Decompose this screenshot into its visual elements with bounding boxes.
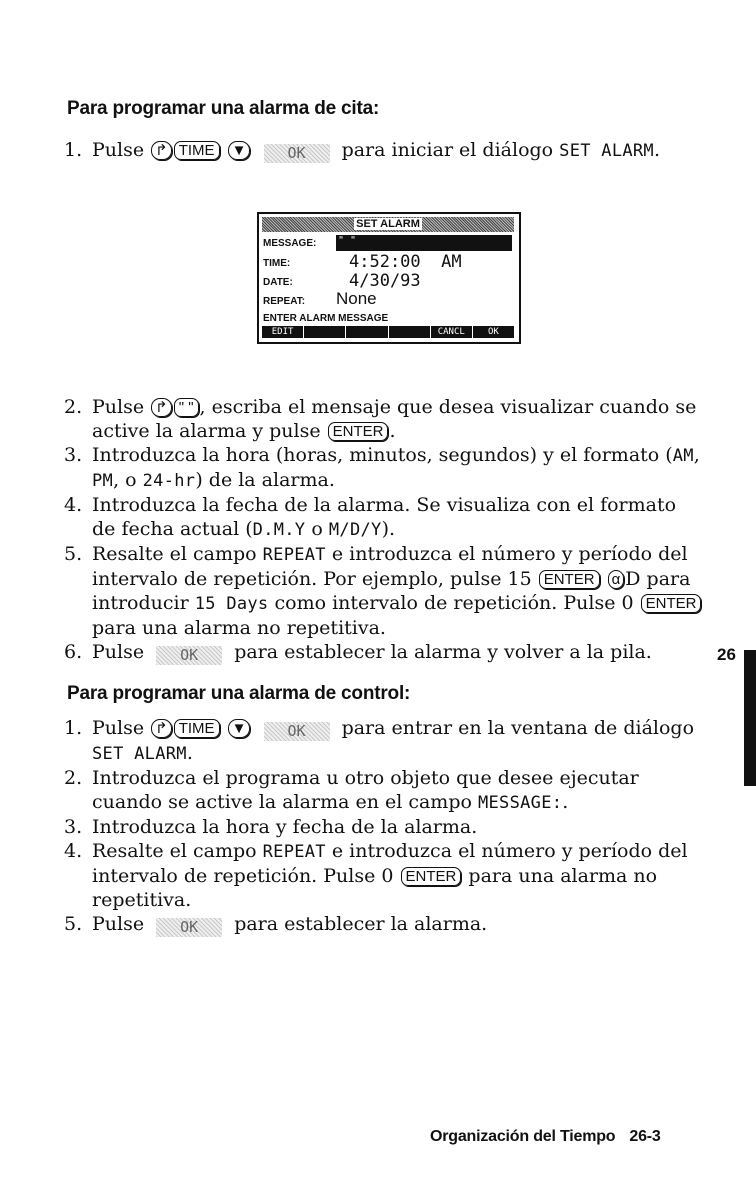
menu-blank-3 bbox=[389, 326, 430, 338]
ok-softkey: OK bbox=[264, 722, 330, 741]
page-footer bbox=[430, 1128, 661, 1146]
ok-softkey: OK bbox=[264, 144, 330, 163]
steps-list-control bbox=[64, 716, 704, 937]
enter-key: ENTER bbox=[539, 570, 600, 589]
message-label: MESSAGE: bbox=[263, 238, 317, 249]
screen-title: SET ALARM bbox=[262, 217, 514, 232]
menu-blank-1 bbox=[304, 326, 345, 338]
alpha-key: α bbox=[608, 570, 625, 589]
time-key: TIME bbox=[174, 141, 220, 160]
chapter-tab-label: 26 bbox=[717, 645, 736, 664]
list-item: 5. Resalte el campo REPEAT e introduzca el número y período del intervalo de repetición. Por ejemplo, pulse 15 ENTER α D para introducir 15 Days como intervalo de repetición. Pulse 0 ENTER para una alarma no repetitiva. bbox=[64, 542, 704, 640]
steps-list-cita bbox=[64, 138, 704, 163]
time-key: TIME bbox=[174, 719, 220, 738]
down-arrow-key: ▼ bbox=[228, 719, 251, 738]
steps-list-cita-continued bbox=[64, 395, 704, 665]
menu-cancel: CANCL bbox=[431, 326, 472, 338]
down-arrow-key: ▼ bbox=[228, 141, 251, 160]
time-label: TIME: bbox=[263, 258, 291, 269]
screen-prompt: ENTER ALARM MESSAGE bbox=[263, 313, 389, 324]
shift-right-key: ↱ bbox=[151, 719, 172, 738]
list-item: 5. Pulse OK para establecer la alarma. bbox=[64, 913, 488, 936]
list-item: 1. Pulse ↱ TIME ▼ OK para iniciar el diálogo SET ALARM. bbox=[64, 139, 661, 162]
list-item: 4. Introduzca la fecha de la alarma. Se visualiza con el formato de fecha actual (D.M.Y o M/D/Y). bbox=[64, 494, 677, 540]
ok-softkey: OK bbox=[156, 646, 222, 665]
page-number: 26-3 bbox=[629, 1128, 661, 1145]
menu-edit: EDIT bbox=[262, 326, 303, 338]
list-item: 6. Pulse OK para establecer la alarma y volver a la pila. bbox=[64, 641, 652, 664]
list-item: 4. Resalte el campo REPEAT e introduzca el número y período del intervalo de repetición. Pulse 0 ENTER para una alarma no repetitiva. bbox=[64, 840, 688, 911]
list-item: 1. Pulse ↱ TIME ▼ OK para entrar en la ventana de diálogo SET ALARM. bbox=[64, 717, 695, 764]
list-item: 3. Introduzca la hora y fecha de la alarma. bbox=[64, 816, 478, 838]
footer-title: Organización del Tiempo bbox=[430, 1128, 616, 1145]
enter-key: ENTER bbox=[641, 594, 702, 613]
calculator-screen bbox=[257, 212, 521, 344]
quote-key: " " bbox=[174, 398, 199, 417]
message-field: " " bbox=[336, 235, 512, 251]
date-label: DATE: bbox=[263, 277, 293, 288]
menu-ok: OK bbox=[473, 326, 514, 338]
section-heading-cita: Para programar una alarma de cita: bbox=[67, 98, 380, 119]
date-value: 4/30/93 bbox=[349, 271, 421, 291]
repeat-value: None bbox=[336, 289, 377, 308]
ok-softkey: OK bbox=[156, 918, 222, 937]
repeat-label: REPEAT: bbox=[263, 296, 306, 307]
list-item: 2. Pulse ↱ " " , escriba el mensaje que desea visualizar cuando se active la alarma y pulse ENTER . bbox=[64, 396, 697, 442]
enter-key: ENTER bbox=[328, 422, 389, 441]
menu-blank-2 bbox=[346, 326, 387, 338]
chapter-tab-bar bbox=[744, 650, 756, 786]
section-heading-control: Para programar una alarma de control: bbox=[67, 683, 411, 704]
list-item: 3. Introduzca la hora (horas, minutos, segundos) y el formato (AM, PM, o 24-hr) de la alarma. bbox=[64, 444, 700, 491]
shift-right-key: ↱ bbox=[151, 398, 172, 417]
list-item: 2. Introduzca el programa u otro objeto que desee ejecutar cuando se active la alarma en el campo MESSAGE:. bbox=[64, 767, 639, 813]
screen-menu bbox=[262, 326, 514, 338]
enter-key: ENTER bbox=[401, 867, 462, 886]
time-value: 4:52:00 AM bbox=[349, 252, 462, 272]
shift-right-key: ↱ bbox=[151, 141, 172, 160]
